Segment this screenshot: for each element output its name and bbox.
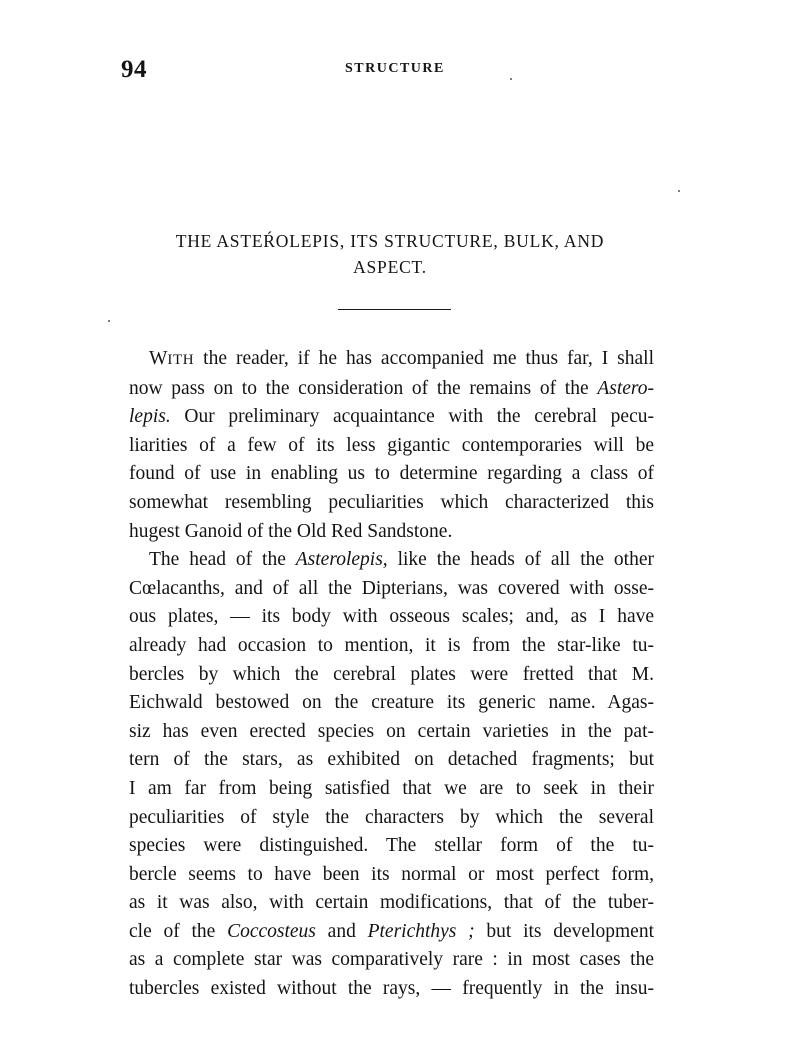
- text-run: and: [315, 920, 368, 942]
- chapter-title-line-1: THE ASTEŔOLEPIS, ITS STRUCTURE, BULK, AND: [175, 231, 605, 251]
- text-run: now pass on to the consideration of the remains of the: [129, 377, 598, 399]
- running-head: [0, 56, 800, 86]
- italic-term: Coccosteus: [227, 920, 316, 942]
- text-line: already had occasion to mention, it is from the star-like tu-: [129, 634, 654, 656]
- text-line: bercles by which the cerebral plates were fretted that M.: [129, 663, 654, 685]
- italic-term: Pterichthys ;: [367, 920, 475, 942]
- text-line: tubercles existed without the rays, — frequently in the insu-: [129, 978, 654, 1000]
- page-number: 94: [121, 56, 147, 83]
- text-line: species were distinguished. The stellar form of the tu-: [129, 835, 654, 857]
- text-line: found of use in enabling us to determine regarding a class of: [129, 463, 654, 485]
- text-line: [129, 375, 654, 404]
- print-speck: [108, 320, 110, 322]
- text-run: cle of the: [129, 920, 228, 942]
- text-line: hugest Ganoid of the Old Red Sandstone.: [129, 520, 453, 542]
- text-line: Cœlacanths, and of all the Dipterians, was covered with osse-: [129, 577, 654, 599]
- text-line: as it was also, with certain modifications, that of the tuber-: [129, 892, 654, 914]
- italic-term: Astero-: [597, 377, 654, 399]
- text-line: tern of the stars, as exhibited on detached fragments; but: [129, 749, 654, 771]
- chapter-heading: [130, 228, 650, 280]
- text-line: [129, 546, 654, 575]
- italic-term: lepis.: [129, 406, 171, 428]
- text-line: [129, 345, 654, 375]
- paragraph-1: [129, 345, 654, 546]
- paragraph-2: [129, 546, 654, 1004]
- text-run: like the heads of all the other: [387, 549, 654, 571]
- text-run: but its development: [474, 920, 654, 942]
- italic-term: Asterolepis,: [295, 549, 388, 571]
- text-run: Our preliminary acquaintance with the cerebral pecu-: [170, 406, 654, 428]
- text-line: Eichwald bestowed on the creature its generic name. Agas-: [129, 692, 654, 714]
- print-speck: [678, 190, 680, 192]
- text-line: ous plates, — its body with osseous scales; and, as I have: [129, 606, 654, 628]
- text-line: siz has even erected species on certain varieties in the pat-: [129, 720, 654, 742]
- running-title: STRUCTURE: [345, 61, 445, 76]
- text-run: The head of the: [149, 549, 296, 571]
- text-line: somewhat resembling peculiarities which characterized this: [129, 491, 654, 513]
- chapter-divider-rule: [338, 309, 451, 310]
- print-speck: [510, 78, 512, 80]
- text-line: I am far from being satisfied that we are to seek in their: [129, 777, 654, 799]
- text-line: peculiarities of style the characters by which the several: [129, 806, 654, 828]
- drop-initial: W: [149, 348, 168, 369]
- body-text: [129, 345, 654, 1004]
- small-caps-word: ITH: [167, 352, 195, 368]
- chapter-title-line-2: ASPECT.: [353, 257, 427, 277]
- text-run: the reader, if he has accompanied me thus far, I shall: [194, 348, 654, 369]
- text-line: [129, 403, 654, 432]
- text-line: bercle seems to have been its normal or most perfect form,: [129, 863, 654, 885]
- text-line: [129, 918, 654, 947]
- text-line: as a complete star was comparatively rare : in most cases the: [129, 949, 654, 971]
- text-line: liarities of a few of its less gigantic contemporaries will be: [129, 434, 654, 456]
